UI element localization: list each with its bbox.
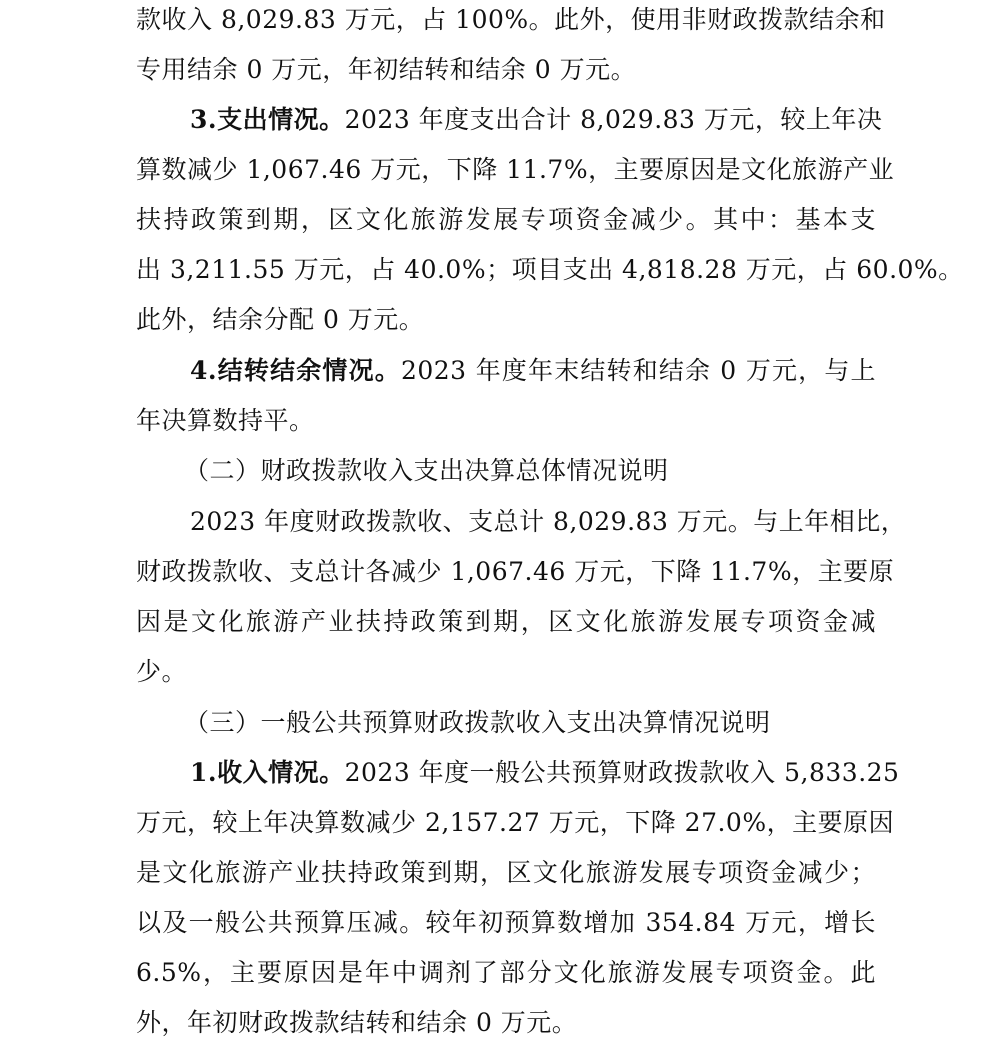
line-text: 2023 年度年末结转和结余 0 万元，与上 xyxy=(400,356,877,385)
line-text: 年决算数持平。 xyxy=(136,406,315,435)
section-4-heading-line xyxy=(190,353,876,389)
paragraph-line-13 xyxy=(136,604,876,640)
paragraph-line-21 xyxy=(136,1005,577,1041)
line-text: 算数减少 1,067.46 万元，下降 11.7%，主要原因是文化旅游产业 xyxy=(136,155,895,184)
line-text: 2023 年度财政拨款收、支总计 8,029.83 万元。与上年相比， xyxy=(190,507,907,536)
line-text: 少。 xyxy=(136,657,188,686)
paragraph-line-2 xyxy=(136,52,636,88)
section-heading: 3.支出情况。 xyxy=(190,105,345,134)
heading-text: （二）财政拨款收入支出决算总体情况说明 xyxy=(184,456,669,485)
paragraph-line-11 xyxy=(190,504,907,540)
paragraph-line-5 xyxy=(136,202,876,238)
paragraph-line-1 xyxy=(136,2,886,38)
paragraph-line-6 xyxy=(136,252,964,288)
paragraph-line-19 xyxy=(136,905,876,941)
line-text: 6.5%，主要原因是年中调剂了部分文化旅游发展专项资金。此 xyxy=(136,958,876,987)
paragraph-line-7 xyxy=(136,302,424,338)
line-text: 款收入 8,029.83 万元，占 100%。此外，使用非财政拨款结余和 xyxy=(136,5,886,34)
subsection-two-heading xyxy=(184,453,669,489)
section-heading: 4.结转结余情况。 xyxy=(190,356,401,385)
paragraph-line-14 xyxy=(136,654,187,690)
paragraph-line-12 xyxy=(136,554,895,590)
line-text: 财政拨款收、支总计各减少 1,067.46 万元，下降 11.7%，主要原 xyxy=(136,557,895,586)
line-text: 专用结余 0 万元，年初结转和结余 0 万元。 xyxy=(136,55,637,84)
line-text: 因是文化旅游产业扶持政策到期，区文化旅游发展专项资金减 xyxy=(136,607,876,636)
line-text: 出 3,211.55 万元，占 40.0%；项目支出 4,818.28 万元，占 60.0%。 xyxy=(136,255,964,284)
section-heading: 1.收入情况。 xyxy=(190,758,345,787)
heading-text: （三）一般公共预算财政拨款收入支出决算情况说明 xyxy=(184,708,771,737)
line-text: 以及一般公共预算压减。较年初预算数增加 354.84 万元，增长 xyxy=(136,908,876,937)
paragraph-line-9 xyxy=(136,403,315,439)
section-1-heading-line xyxy=(190,755,900,791)
line-text: 此外，结余分配 0 万元。 xyxy=(136,305,425,334)
paragraph-line-17 xyxy=(136,805,895,841)
line-text: 2023 年度支出合计 8,029.83 万元，较上年决 xyxy=(344,105,883,134)
line-text: 2023 年度一般公共预算财政拨款收入 5,833.25 xyxy=(344,758,900,787)
line-text: 外，年初财政拨款结转和结余 0 万元。 xyxy=(136,1008,578,1037)
subsection-three-heading xyxy=(184,705,771,741)
line-text: 是文化旅游产业扶持政策到期，区文化旅游发展专项资金减少； xyxy=(136,858,876,887)
line-text: 扶持政策到期，区文化旅游发展专项资金减少。其中：基本支 xyxy=(136,205,876,234)
section-3-heading-line xyxy=(190,102,883,138)
paragraph-line-4 xyxy=(136,152,895,188)
line-text: 万元，较上年决算数减少 2,157.27 万元，下降 27.0%，主要原因 xyxy=(136,808,895,837)
paragraph-line-20 xyxy=(136,955,876,991)
paragraph-line-18 xyxy=(136,855,876,891)
